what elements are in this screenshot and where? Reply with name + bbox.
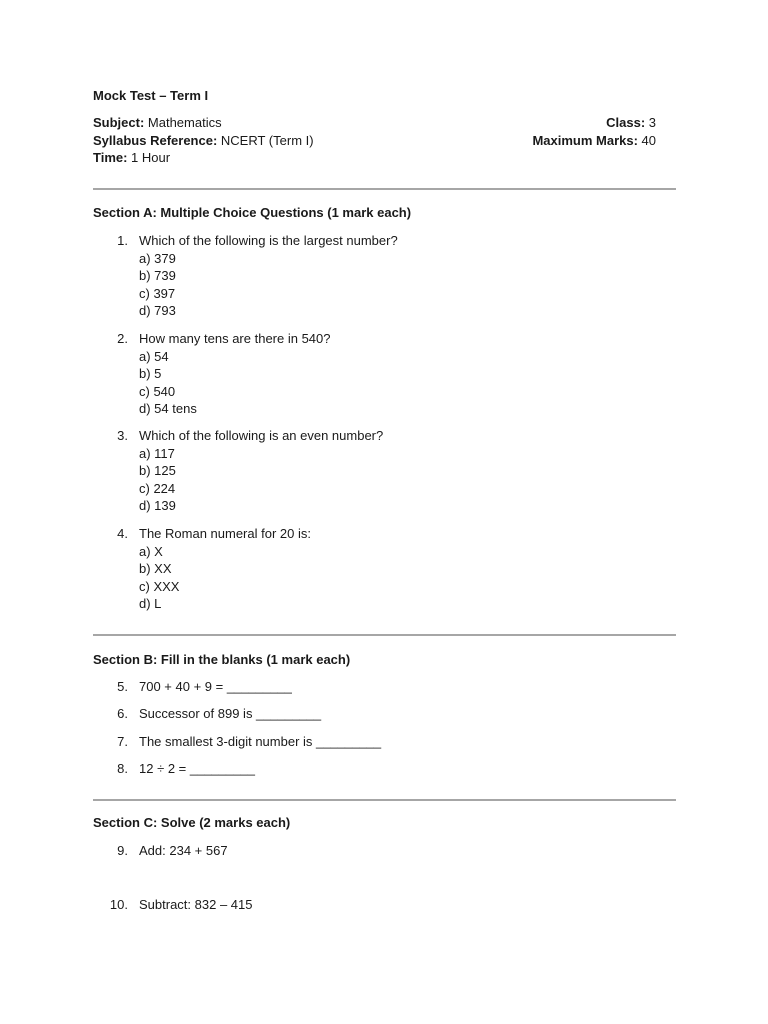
question-text: The smallest 3-digit number is _________ (139, 734, 382, 749)
option-b: b) 125 (139, 463, 176, 478)
option-c: c) XXX (139, 578, 180, 594)
question-item (93, 525, 653, 613)
syllabus-field (93, 132, 314, 150)
question-text: Which of the following is an even number? (139, 428, 384, 443)
option-d: d) 54 tens (139, 401, 197, 416)
option-a: a) 54 (139, 348, 169, 364)
test-title: Mock Test – Term I (93, 88, 209, 103)
option-b: b) 739 (139, 268, 176, 283)
question-number: 2. (117, 331, 128, 346)
subject-label: Subject: (93, 115, 145, 130)
option-a: a) X (139, 543, 163, 559)
option-c: c) 224 (139, 480, 176, 496)
question-number: 8. (117, 761, 128, 776)
question-text: Add: 234 + 567 (139, 843, 228, 858)
option-d: d) 793 (139, 303, 176, 318)
option-d: d) L (139, 596, 162, 611)
question-number: 10. (109, 897, 128, 912)
time-value: 1 Hour (127, 150, 171, 165)
meta-row-syllabus-marks (93, 132, 656, 150)
question-text: How many tens are there in 540? (139, 331, 331, 346)
question-number: 5. (117, 679, 128, 694)
question-item (93, 842, 653, 860)
marks-value: 40 (637, 133, 656, 148)
section-c-heading: Section C: Solve (2 marks each) (93, 815, 291, 830)
question-item (93, 678, 653, 696)
meta-row-subject-class (93, 114, 656, 132)
question-item (93, 427, 653, 515)
question-text: Successor of 899 is _________ (139, 706, 322, 721)
syllabus-value: NCERT (Term I) (217, 133, 314, 148)
class-value: 3 (645, 115, 656, 130)
option-b: b) XX (139, 561, 172, 576)
question-text: 12 ÷ 2 = _________ (139, 761, 255, 776)
option-a: a) 117 (139, 445, 175, 461)
question-number: 6. (117, 706, 128, 721)
time-field (93, 149, 170, 167)
question-number: 4. (117, 526, 128, 541)
section-divider (93, 634, 676, 636)
question-text: Subtract: 832 – 415 (139, 897, 253, 912)
question-item (93, 705, 653, 723)
option-d: d) 139 (139, 498, 176, 513)
option-b: b) 5 (139, 366, 162, 381)
marks-field (532, 132, 656, 150)
marks-label: Maximum Marks: (532, 133, 638, 148)
section-a-heading: Section A: Multiple Choice Questions (1 mark each) (93, 205, 412, 220)
meta-row-time (93, 149, 656, 167)
question-item (93, 760, 653, 778)
question-number: 3. (117, 428, 128, 443)
section-divider (93, 188, 676, 190)
question-item (93, 330, 653, 418)
question-text: 700 + 40 + 9 = _________ (139, 679, 292, 694)
option-c: c) 397 (139, 285, 176, 301)
option-c: c) 540 (139, 383, 176, 399)
question-number: 7. (117, 734, 128, 749)
section-divider (93, 799, 676, 801)
question-text: Which of the following is the largest number? (139, 233, 398, 248)
question-item (93, 232, 653, 320)
syllabus-label: Syllabus Reference: (93, 133, 218, 148)
subject-field (93, 114, 222, 132)
question-text: The Roman numeral for 20 is: (139, 526, 311, 541)
question-item (93, 733, 653, 751)
subject-value: Mathematics (144, 115, 222, 130)
time-label: Time: (93, 150, 128, 165)
section-b-heading: Section B: Fill in the blanks (1 mark each) (93, 652, 351, 667)
class-label: Class: (606, 115, 646, 130)
class-field (606, 114, 656, 132)
question-item (93, 896, 653, 914)
question-number: 1. (117, 233, 128, 248)
question-number: 9. (117, 843, 128, 858)
option-a: a) 379 (139, 250, 176, 266)
